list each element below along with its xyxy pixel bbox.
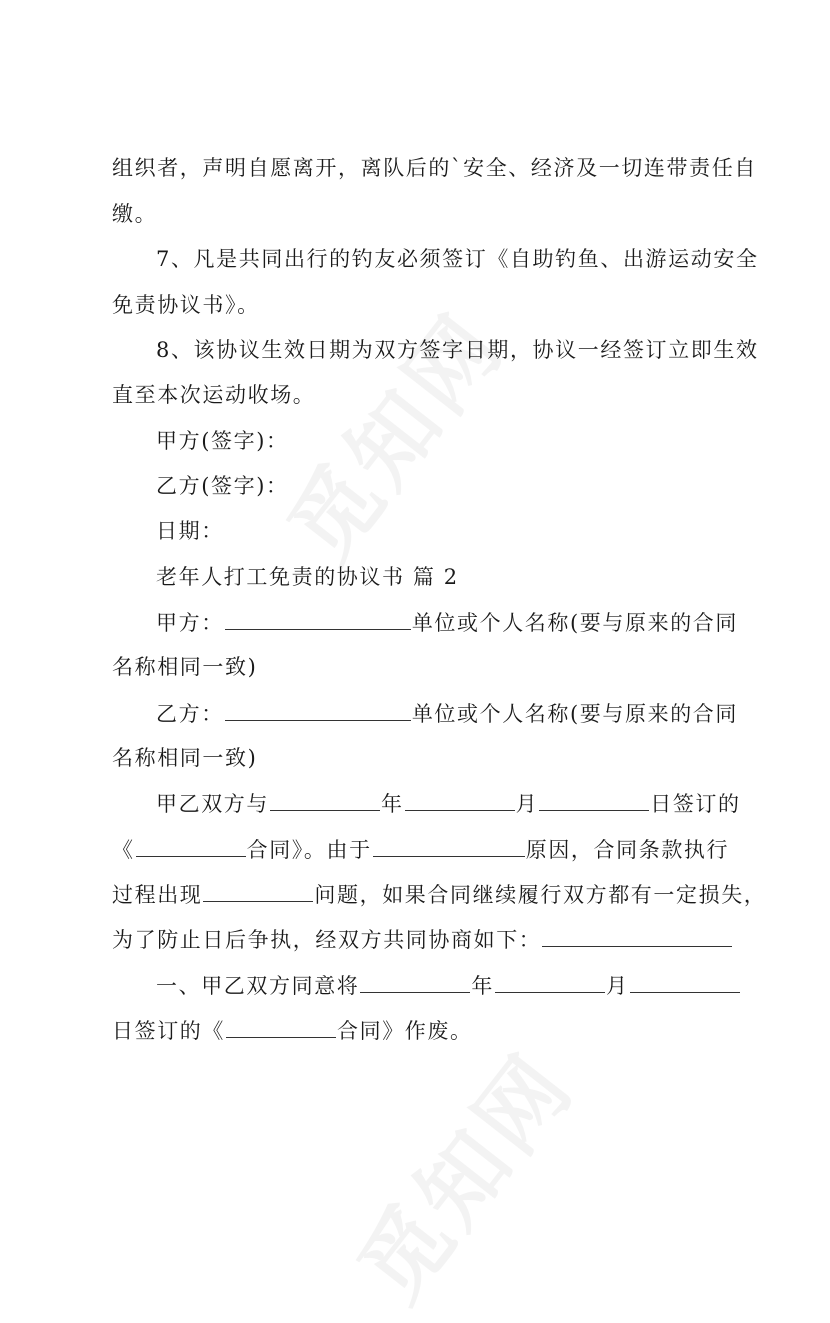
issue-line [112,879,766,910]
party-b-blank [225,698,411,721]
party-a-note: 单位或个人名称(要与原来的合同 [411,611,739,635]
watermark [325,1023,598,1323]
paragraph-line: 直至本次运动收场。 [112,383,316,407]
month-blank [405,788,515,811]
month-blank [495,970,605,993]
text-span: 原因，合同条款执行 [525,838,730,862]
text-span: 《 [112,838,135,862]
text-span: 问题，如果合同继续履行双方都有一定损失， [314,883,767,907]
day-blank [630,970,740,993]
text-span: 日签订的《 [112,1019,225,1043]
text-span: 为了防止日后争执，经双方共同协商如下： [112,928,542,952]
text-span: 月 [515,792,539,816]
clause-8: 8、该协议生效日期为双方签字日期，协议一经签订立即生效 [156,338,759,362]
paragraph-line: 名称相同一致) [112,746,258,770]
date-label: 日期： [156,519,224,543]
party-b-note: 单位或个人名称(要与原来的合同 [411,702,739,726]
text-span: 合同》。由于 [246,838,372,862]
text-span: 合同》作废。 [337,1019,473,1043]
text-span: 一、甲乙双方同意将 [156,974,360,998]
text-span: 日签订的 [650,792,741,816]
paragraph-line: 名称相同一致) [112,655,258,679]
day-blank [539,788,649,811]
article-1-cont [112,1015,473,1046]
year-blank [360,970,470,993]
agreement-blank [542,924,732,947]
party-a-blank [225,607,411,630]
paragraph-line: 组织者，声明自愿离开，离队后的`安全、经济及一切连带责任自 [112,156,757,180]
party-b-label: 乙方： [156,702,224,726]
text-span: 年 [381,792,404,816]
paragraph-line: 免责协议书》。 [112,293,260,317]
watermark [255,283,528,583]
section-title: 老年人打工免责的协议书 篇 2 [156,565,459,589]
party-b-signature: 乙方(签字)： [156,474,289,498]
contract-name-blank [226,1015,336,1038]
contract-name-blank [136,834,246,857]
issue-blank [203,879,313,902]
party-a-signature: 甲方(签字)： [156,429,289,453]
party-a-label: 甲方： [156,611,224,635]
clause-7: 7、凡是共同出行的钓友必须签订《自助钓鱼、出游运动安全 [156,247,759,271]
year-blank [270,788,380,811]
text-span: 年 [471,974,495,998]
text-span: 甲乙双方与 [156,792,269,816]
agreement-line [112,924,733,955]
party-b-line [156,698,738,729]
article-1-line [156,970,741,1001]
contract-name-line [112,834,729,865]
text-span: 月 [606,974,629,998]
text-span: 过程出现 [112,883,203,907]
contract-date-line [156,788,741,819]
party-a-line [156,607,738,638]
paragraph-line: 缴。 [112,202,158,226]
reason-blank [373,834,525,857]
